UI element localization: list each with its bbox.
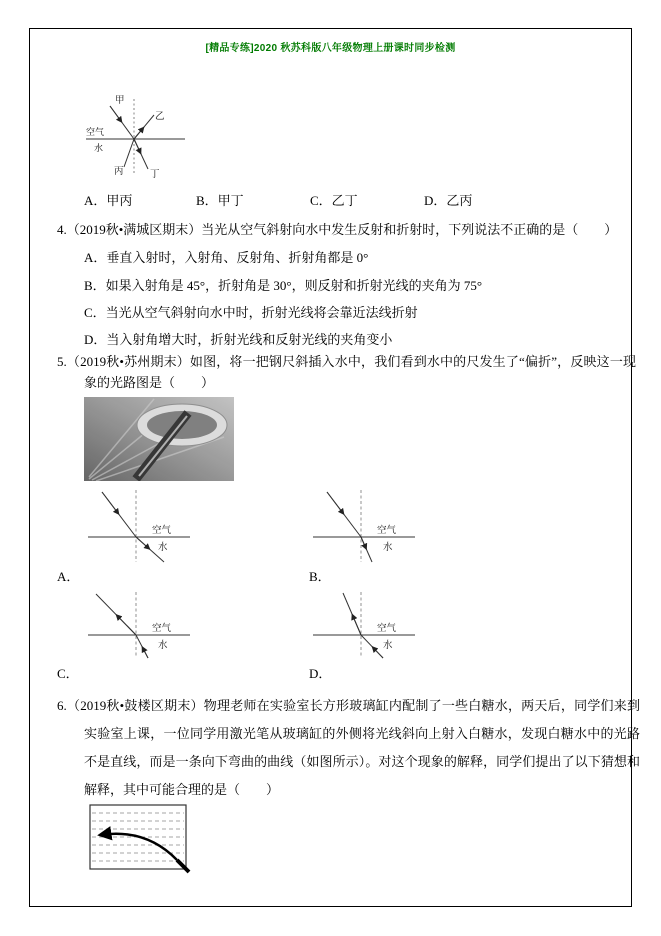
q5-choice-a: A．: [57, 569, 80, 584]
laser-entry: [177, 860, 189, 872]
q5-figure-b: [309, 486, 419, 564]
label-air: 空气: [152, 526, 172, 536]
q3-option-c: C．乙丁: [310, 193, 358, 208]
q5-choice-c: C．: [57, 666, 79, 681]
label-bing: 丙: [114, 167, 124, 177]
q5-photo-svg: [84, 397, 234, 481]
q3-option-d: D．乙丙: [424, 193, 473, 208]
q4-stem: 4.（2019秋•满城区期末）当光从空气斜射向水中发生反射和折射时，下列说法不正确的是（ ）: [57, 222, 618, 237]
ray-reflected-arrow: [134, 127, 144, 139]
ray-incident-arrow: [110, 106, 122, 123]
q6-figure: [84, 802, 192, 874]
ray-water-arrow: [372, 647, 383, 659]
q5-figure-d: [309, 588, 419, 660]
ray-air-arrow: [327, 492, 344, 515]
curved-light-path: [100, 834, 177, 860]
label-water: 水: [383, 641, 393, 651]
q4-option-d: D．当入射角增大时，折射光线和反射光线的夹角变小: [84, 332, 393, 347]
label-jia: 甲: [115, 96, 125, 106]
ray-refracted-arrow: [134, 139, 141, 154]
q5-figure-c: [84, 588, 194, 660]
q5-photo: [84, 397, 234, 481]
label-air: 空气: [86, 127, 105, 137]
q3-figure: [84, 93, 189, 178]
ray-water-arrow: [142, 647, 148, 659]
label-water: 水: [94, 143, 104, 153]
ray-air-arrow: [102, 492, 119, 515]
label-yi: 乙: [155, 112, 165, 122]
q4-option-c: C．当光从空气斜射向水中时，折射光线将会靠近法线折射: [84, 305, 418, 320]
label-water: 水: [158, 543, 168, 553]
ray-water-arrow: [361, 537, 367, 550]
q5-figure-a: [84, 486, 194, 564]
q5-choice-d: D．: [309, 666, 332, 681]
label-water: 水: [158, 641, 168, 651]
label-air: 空气: [377, 526, 397, 536]
q6-stem: 6.（2019秋•鼓楼区期末）物理老师在实验室长方形玻璃缸内配制了一些白糖水，两天后，同学们来到实验室上课，一位同学用激光笔从玻璃缸的外侧将光线斜向上射入白糖水，发现白糖水中的光路不是直线，而是一条向下弯曲的曲线（如图所示）。对这个现象的解释，同学们提出了以下猜想和解释，其中可能合理的是（ ）: [57, 698, 640, 797]
q5-choice-b: B．: [309, 569, 331, 584]
ray-water-arrow: [136, 537, 150, 550]
label-air: 空气: [152, 624, 172, 634]
q3-option-a: A．甲丙: [84, 193, 133, 208]
q3-option-b: B．甲丁: [196, 193, 244, 208]
ray-down-left: [124, 139, 134, 167]
q5-stem: 5.（2019秋•苏州期末）如图，将一把钢尺斜插入水中，我们看到水中的尺发生了“偏折”，反映这一现象的光路图是（ ）: [57, 354, 636, 390]
q4-option-b: B．如果入射角是 45°，折射角是 30°，则反射和折射光线的夹角为 75°: [84, 278, 483, 293]
q4-option-a: A．垂直入射时，入射角、反射角、折射角都是 0°: [84, 250, 369, 265]
photo-shade: [84, 397, 234, 481]
q3-figure-svg: [84, 93, 189, 178]
label-air: 空气: [377, 624, 397, 634]
label-water: 水: [383, 543, 393, 553]
doc-header: [精品专练]2020 秋苏科版八年级物理上册课时同步检测: [205, 43, 456, 54]
ray-air-arrow: [116, 615, 136, 636]
ray-air-arrow: [352, 614, 361, 635]
label-ding: 丁: [150, 170, 160, 178]
